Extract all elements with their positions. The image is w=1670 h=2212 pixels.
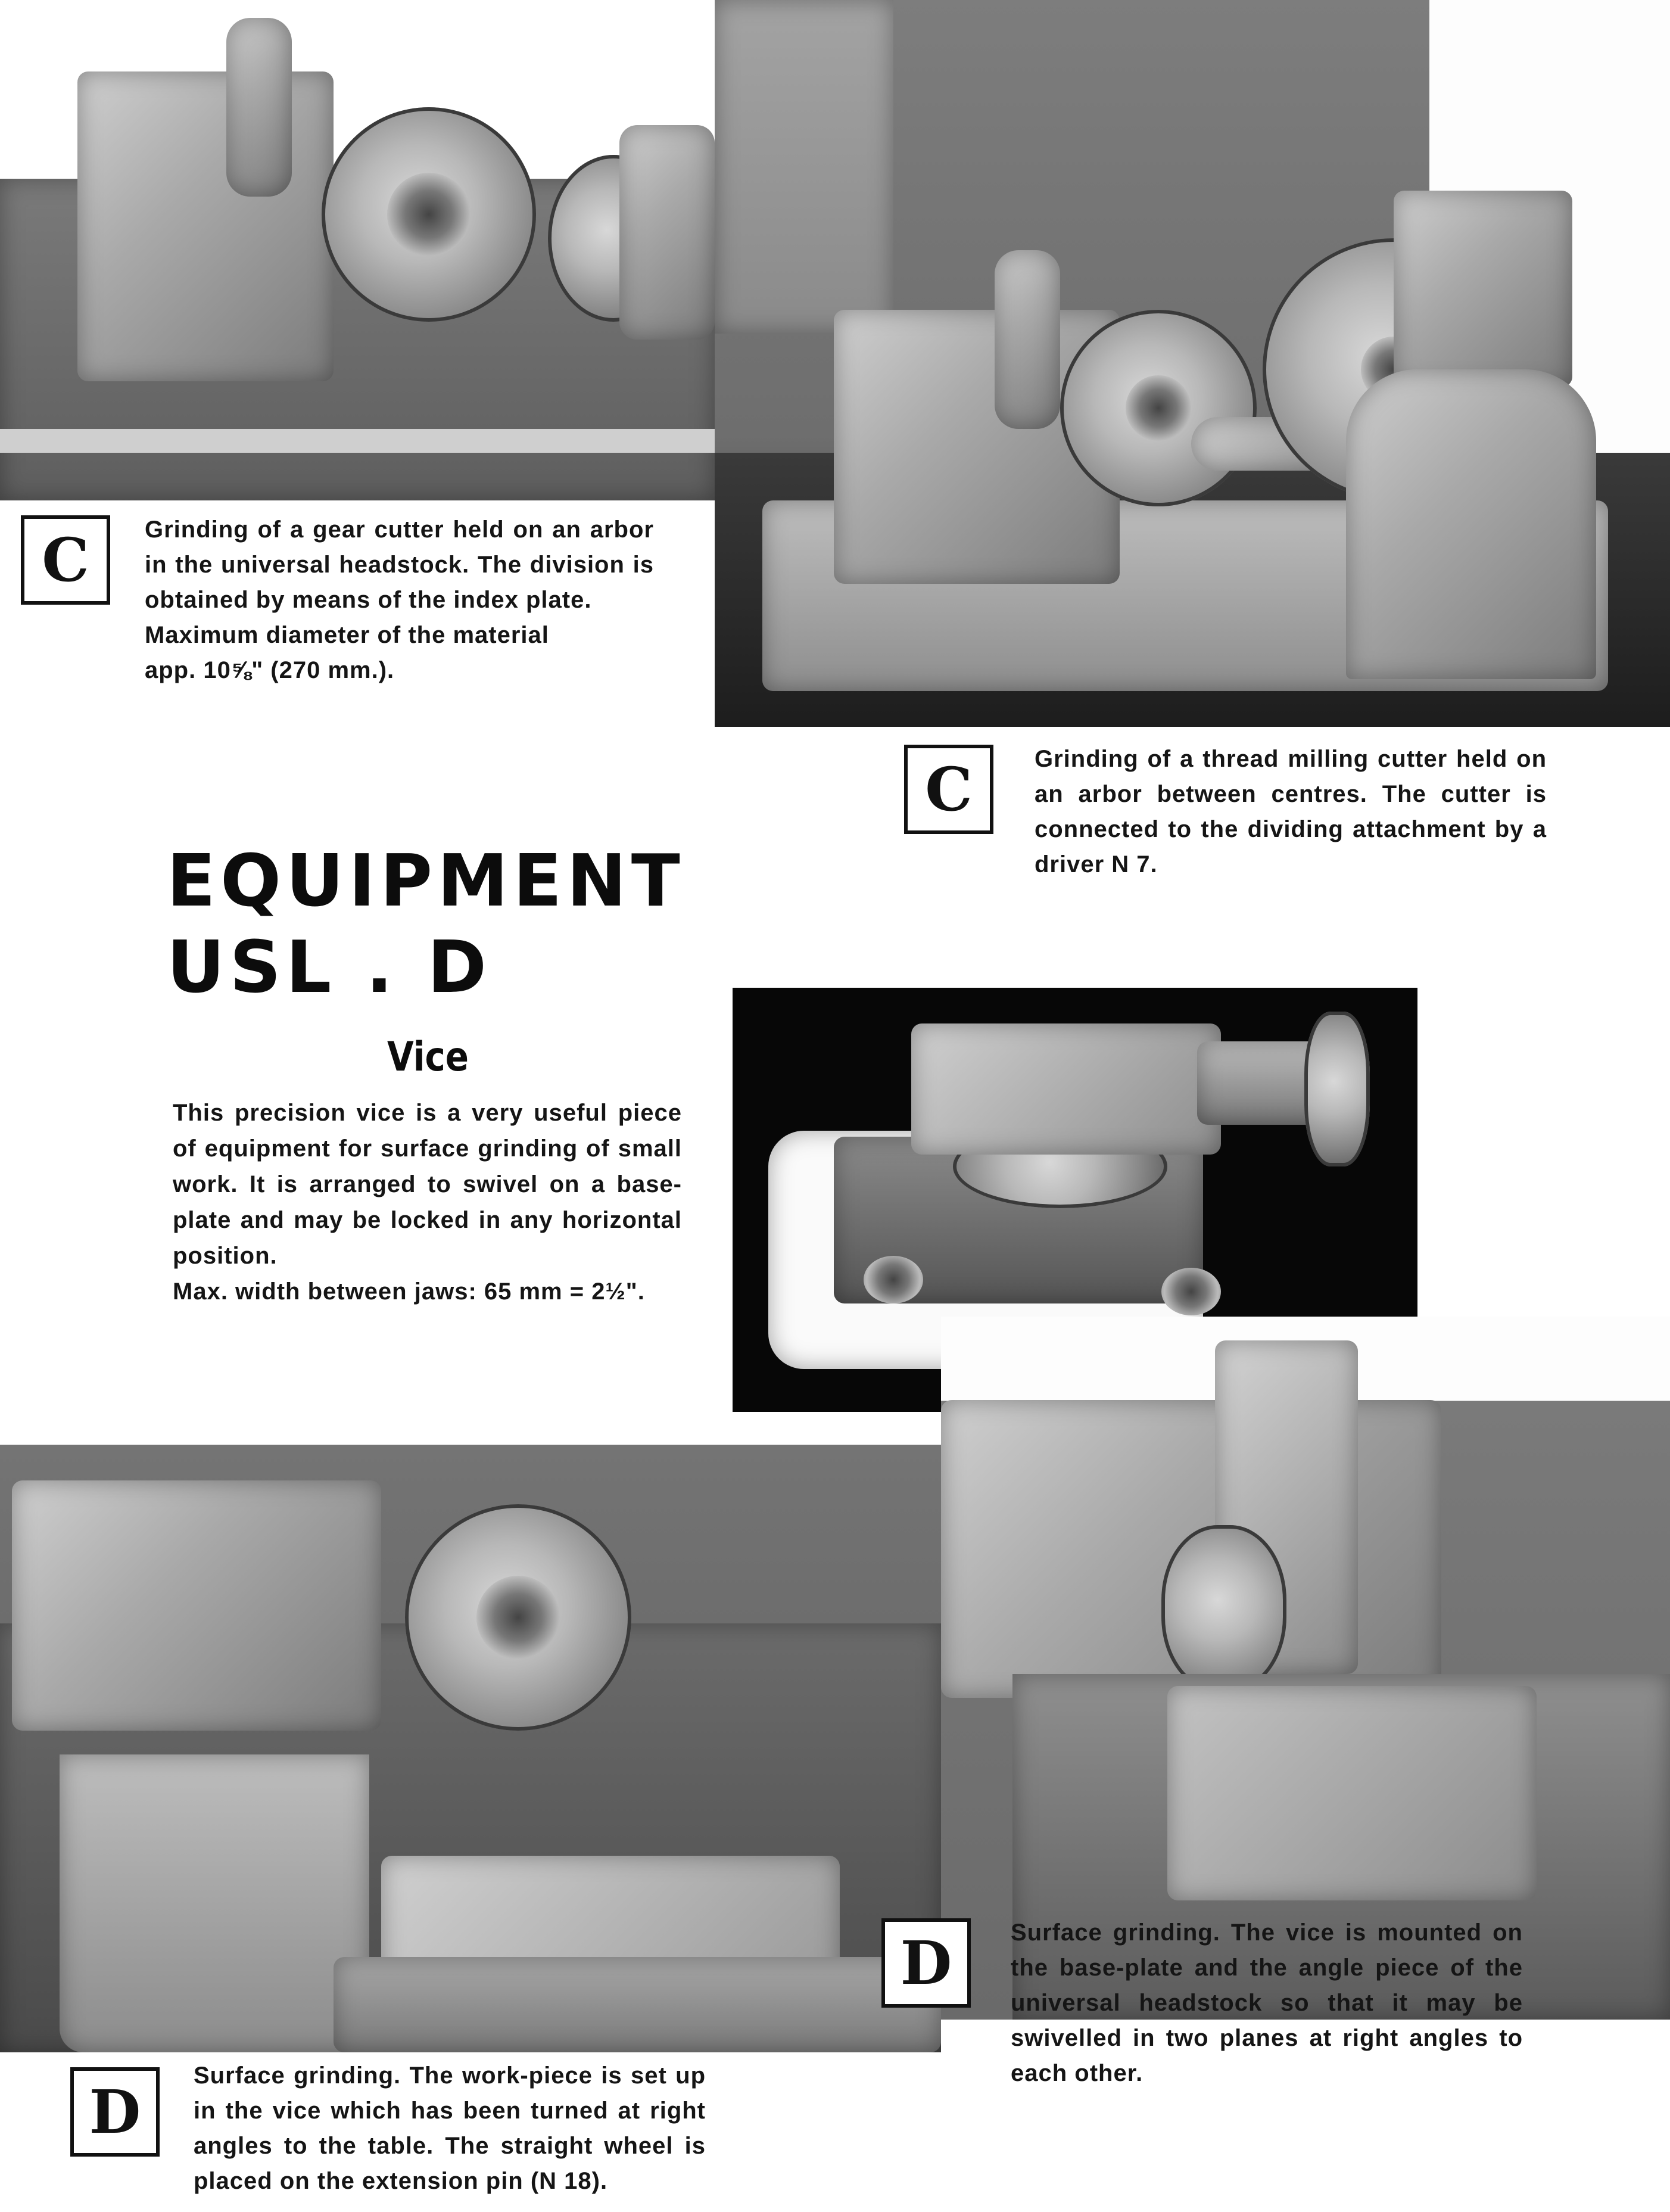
caption-thread-milling-cutter: Grinding of a thread milling cutter held on an arbor between centres. The cutter is connected to the dividing attachment by a driver N 7. xyxy=(1035,746,1547,878)
photo-surface-grinding-straight-wheel xyxy=(0,1445,941,2052)
vice-spec: Max. width between jaws: 65 mm = 2½". xyxy=(173,1278,645,1305)
vice-heading: Vice xyxy=(387,1034,469,1081)
vice-description-block xyxy=(173,1095,682,1309)
caption-surface-grinding-workpiece: Surface grinding. The work-piece is set up in the vice which has been turned at right angles to the table. The straight wheel is placed on the extension pin (N 18). xyxy=(194,2062,706,2194)
figure-letter-c-thread: C xyxy=(904,745,993,834)
figure-letter-d-swivel: D xyxy=(881,1918,971,2008)
caption-surface-grinding-vice: Surface grinding. The vice is mounted on the base-plate and the angle piece of the universal headstock so that it may be swivelled in two planes at right angles to each other. xyxy=(1011,1919,1523,2086)
figure-letter-c-gear: C xyxy=(21,515,110,605)
caption-gear-cutter xyxy=(145,512,654,688)
photo-thread-milling-cutter-grinding xyxy=(715,0,1670,727)
page-title-line-1: EQUIPMENT xyxy=(167,840,685,923)
vice-description: This precision vice is a very useful piece of equipment for surface grinding of small work. It is arranged to swivel on a base-plate and may be locked in any horizontal position. xyxy=(173,1100,682,1269)
figure-letter-d-straight: D xyxy=(70,2067,160,2157)
caption-gear-cutter-extra-2: app. 10⅝" (270 mm.). xyxy=(145,657,395,683)
page-title-line-2: USL . D xyxy=(167,926,492,1009)
caption-gear-cutter-text: Grinding of a gear cutter held on an arbor in the universal headstock. The division is obtained by means of the index plate. xyxy=(145,517,654,613)
photo-gear-cutter-grinding xyxy=(0,0,715,500)
photo-surface-grinding-vice-swivel xyxy=(941,1317,1670,2020)
caption-gear-cutter-extra-1: Maximum diameter of the material xyxy=(145,622,549,648)
